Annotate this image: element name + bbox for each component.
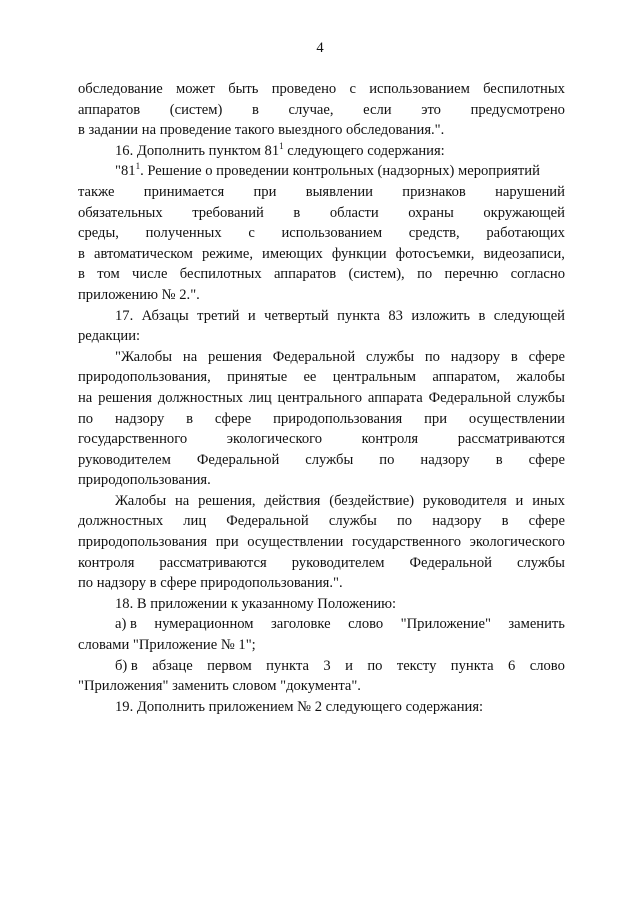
word: функции xyxy=(331,245,387,262)
word: согласно xyxy=(510,266,565,283)
word: службы xyxy=(328,513,377,530)
word: по xyxy=(379,451,395,468)
word: принятые xyxy=(227,369,288,386)
word: автоматическом xyxy=(93,245,193,262)
word: экологического xyxy=(226,431,323,448)
word: (систем) xyxy=(169,101,223,118)
text-line xyxy=(78,203,565,224)
word: заголовке xyxy=(270,616,331,633)
word: природопользования, xyxy=(78,369,211,386)
word: руководителем xyxy=(291,554,385,571)
word: средств, xyxy=(408,225,460,242)
word: действия xyxy=(264,492,321,509)
item-b xyxy=(78,656,565,677)
word: должностных xyxy=(157,389,243,406)
word: решения, xyxy=(198,492,256,509)
word: и xyxy=(247,307,256,324)
text-run: "81 xyxy=(115,163,136,180)
word: том xyxy=(97,266,120,283)
word: в xyxy=(501,513,509,530)
word: контроля xyxy=(78,554,135,571)
word: (бездействие) xyxy=(329,492,415,509)
paragraph-17 xyxy=(78,306,565,327)
word: аппаратов xyxy=(78,101,141,118)
word: Федеральной xyxy=(196,451,280,468)
superscript: 1 xyxy=(135,161,141,172)
word: имеющих xyxy=(262,245,323,262)
word: 83 xyxy=(388,307,403,324)
item-a xyxy=(78,614,565,635)
word: слово xyxy=(529,657,565,674)
word: изложить xyxy=(411,307,471,324)
word: и xyxy=(515,492,524,509)
word: государственного xyxy=(351,534,462,551)
word: в xyxy=(186,410,194,427)
text-line: в задании на проведение такого выездного обследования.". xyxy=(78,122,445,139)
text-line xyxy=(78,100,565,121)
text-line xyxy=(78,429,565,450)
word: надзору xyxy=(432,513,482,530)
word: надзору xyxy=(420,451,470,468)
word: природопользования xyxy=(273,410,403,427)
word: 6 xyxy=(508,657,516,674)
text-line xyxy=(78,511,565,532)
word: Федеральной xyxy=(409,554,492,571)
word: рассматриваются xyxy=(159,554,267,571)
word: при xyxy=(424,410,448,427)
word: по xyxy=(78,410,94,427)
word: нумерационном xyxy=(154,616,254,633)
word: надзору xyxy=(114,410,165,427)
word: может xyxy=(176,81,215,97)
text-line xyxy=(78,409,565,430)
word: обследование xyxy=(78,81,163,97)
text-run: следующего содержания: xyxy=(283,142,445,159)
text-line xyxy=(78,182,565,203)
document-body xyxy=(78,79,565,717)
text-line xyxy=(78,244,565,265)
word: б) в xyxy=(115,657,138,674)
word: принимается xyxy=(143,183,225,200)
word: беспилотных xyxy=(179,266,262,283)
word: фотосъемки, xyxy=(395,245,475,262)
word: слово xyxy=(348,616,384,633)
word: "Приложение" xyxy=(400,616,491,633)
text-line: по надзору в сфере природопользования.". xyxy=(78,575,343,592)
word: следующей xyxy=(493,307,565,324)
word: охраны xyxy=(408,204,454,221)
word: если xyxy=(363,101,392,118)
word: Федеральной xyxy=(428,389,512,406)
word: Абзацы xyxy=(141,307,189,324)
word: контроля xyxy=(361,431,419,448)
word: четвертый xyxy=(264,307,329,324)
word: "Жалобы xyxy=(115,348,173,365)
word: на xyxy=(78,389,93,406)
word: с xyxy=(248,225,255,242)
text-line: природопользования. xyxy=(78,472,211,489)
word: в xyxy=(78,245,85,262)
word: с xyxy=(349,81,356,97)
text-line: словами "Приложение № 1"; xyxy=(78,637,256,654)
text-line: "Приложения" заменить словом "документа". xyxy=(78,678,361,695)
word: пункта xyxy=(450,657,494,674)
word: аппаратов xyxy=(273,266,337,283)
paragraph-18: 18. В приложении к указанному Положению: xyxy=(115,595,397,612)
text-line xyxy=(78,450,565,471)
word: на xyxy=(174,492,190,509)
text-line xyxy=(78,79,565,100)
word: при xyxy=(215,534,239,551)
text-line xyxy=(78,388,565,409)
word: в xyxy=(293,204,301,221)
word: в xyxy=(78,266,85,283)
word: (систем), xyxy=(348,266,405,283)
paragraph-81-1 xyxy=(78,161,565,182)
word: руководителем xyxy=(78,451,171,468)
quoted-paragraph-1 xyxy=(78,347,565,368)
word: Федеральной xyxy=(272,348,356,365)
word: государственного xyxy=(78,431,188,448)
word: надзору xyxy=(450,348,501,365)
text-line xyxy=(78,223,565,244)
text-line xyxy=(78,264,565,285)
text-line xyxy=(78,532,565,553)
word: рассматриваются xyxy=(457,431,565,448)
word: видеозаписи, xyxy=(483,245,565,262)
word: использованием xyxy=(369,81,470,97)
text-run: . Решение о проведении контрольных (надзорных) мероприятий xyxy=(140,163,540,180)
word: это xyxy=(421,101,441,118)
word: службы xyxy=(516,554,565,571)
word: режиме, xyxy=(201,245,253,262)
word: случае, xyxy=(288,101,334,118)
word: нарушений xyxy=(495,183,565,200)
word: и xyxy=(345,657,353,674)
word: лиц xyxy=(183,513,207,530)
word: по xyxy=(367,657,383,674)
word: сфере xyxy=(528,348,565,365)
page-number: 4 xyxy=(316,40,324,56)
word: в xyxy=(510,348,518,365)
word: в xyxy=(251,101,259,118)
word: предусмотрено xyxy=(470,101,565,118)
word: сфере xyxy=(528,513,565,530)
word: лиц xyxy=(248,389,272,406)
word: требований xyxy=(192,204,264,221)
text-line: редакции: xyxy=(78,328,141,345)
word: также xyxy=(78,183,115,200)
word: службы xyxy=(366,348,415,365)
word: 3 xyxy=(323,657,331,674)
text-run: 16. Дополнить пунктом 81 xyxy=(115,142,280,159)
word: в xyxy=(478,307,486,324)
word: области xyxy=(329,204,379,221)
paragraph-16 xyxy=(78,141,565,162)
word: жалобы xyxy=(516,369,565,386)
word: центральным xyxy=(332,369,417,386)
word: службы xyxy=(516,389,565,406)
word: решения xyxy=(98,389,152,406)
word: выявлении xyxy=(305,183,373,200)
word: по xyxy=(396,513,413,530)
word: природопользования xyxy=(78,534,208,551)
word: заменить xyxy=(508,616,565,633)
text-line: приложению № 2.". xyxy=(78,286,200,303)
word: осуществлении xyxy=(247,534,344,551)
word: третий xyxy=(197,307,240,324)
word: экологического xyxy=(469,534,565,551)
word: службы xyxy=(305,451,354,468)
word: должностных xyxy=(78,513,164,530)
word: окружающей xyxy=(483,204,565,221)
word: сфере xyxy=(528,451,565,468)
word: ее xyxy=(303,369,317,386)
word: аппаратом, xyxy=(432,369,501,386)
word: в xyxy=(495,451,503,468)
word: среды, xyxy=(78,225,119,242)
word: работающих xyxy=(486,225,565,242)
word: а) в xyxy=(115,616,137,633)
word: пункта xyxy=(337,307,380,324)
word: перечню xyxy=(444,266,499,283)
word: решения xyxy=(208,348,262,365)
text-line xyxy=(78,367,565,388)
quoted-paragraph-2 xyxy=(78,491,565,512)
paragraph-19: 19. Дополнить приложением № 2 следующего содержания: xyxy=(115,698,484,715)
word: числе xyxy=(132,266,168,283)
word: первом xyxy=(207,657,252,674)
word: тексту xyxy=(396,657,437,674)
word: руководителя xyxy=(422,492,507,509)
word: 17. xyxy=(115,307,134,324)
word: быть xyxy=(228,81,259,97)
word: осуществлении xyxy=(468,410,565,427)
text-line xyxy=(78,553,565,574)
word: полученных xyxy=(145,225,222,242)
word: проведено xyxy=(271,81,337,97)
word: при xyxy=(253,183,277,200)
word: беспилотных xyxy=(483,81,565,97)
word: обязательных xyxy=(78,204,163,221)
word: по xyxy=(417,266,433,283)
word: на xyxy=(182,348,198,365)
word: иных xyxy=(532,492,565,509)
word: центрального xyxy=(277,389,363,406)
word: сфере xyxy=(214,410,252,427)
word: использованием xyxy=(281,225,383,242)
word: абзаце xyxy=(152,657,193,674)
word: Федеральной xyxy=(226,513,309,530)
word: по xyxy=(424,348,440,365)
word: признаков xyxy=(402,183,466,200)
word: Жалобы xyxy=(115,492,167,509)
word: аппарата xyxy=(367,389,423,406)
word: пункта xyxy=(266,657,309,674)
superscript: 1 xyxy=(279,140,284,151)
